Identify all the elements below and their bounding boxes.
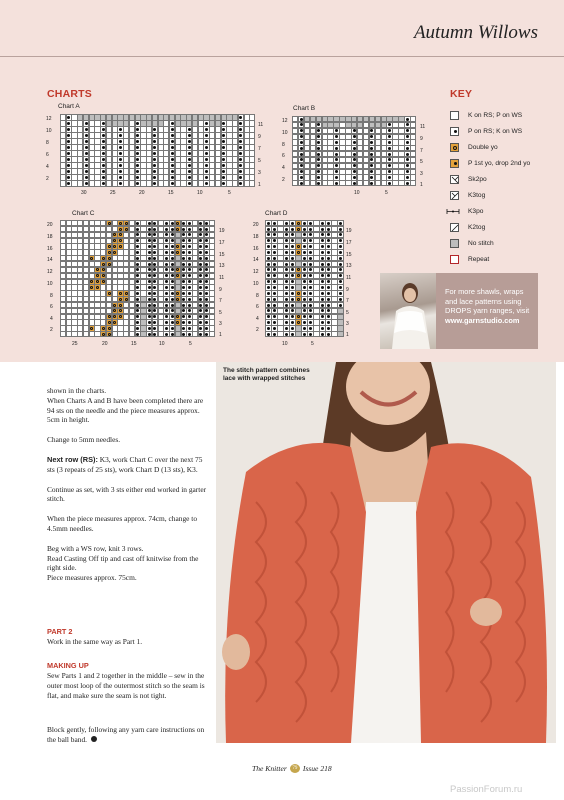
chart-b-grid [292, 116, 416, 186]
block-instructions: Block gently, following any yarn care instructions on the ball band. [47, 725, 205, 744]
chart-c-row-number: 20 [47, 222, 53, 228]
chart-d-row-number-right: 5 [346, 310, 349, 316]
part2-heading: PART 2 [47, 627, 73, 636]
chart-d-row-number: 8 [256, 293, 259, 299]
chart-a-row-number-right: 9 [258, 134, 261, 140]
key-item [450, 108, 522, 122]
chart-b-stitch-number: 5 [385, 190, 388, 196]
chart-d-row-number-right: 11 [346, 275, 352, 281]
chart-a-stitch-number: 30 [81, 190, 87, 196]
chart-d-grid [265, 220, 343, 337]
key-item-label: P on RS; K on WS [468, 127, 523, 135]
key-item [450, 140, 498, 154]
chart-c-row-number-right: 5 [219, 310, 222, 316]
promo-photo [380, 273, 436, 349]
chart-d-row-number-right: 19 [346, 228, 352, 234]
sk2po-icon [450, 175, 459, 184]
chart-d-row-number-right: 7 [346, 298, 349, 304]
block-text [47, 725, 207, 745]
key-item-label: Sk2po [468, 175, 487, 183]
end-mark-icon [91, 736, 97, 742]
chart-b-row-number-right: 3 [420, 171, 423, 177]
chart-a-label: Chart A [58, 103, 80, 110]
chart-a-stitch-number: 20 [139, 190, 145, 196]
chart-c-row-number: 4 [50, 316, 53, 322]
photo-caption: The stitch pattern combines lace with wrapped stitches [223, 367, 310, 382]
chart-c-stitch-number: 5 [189, 341, 192, 347]
chart-a-row-number: 12 [46, 116, 52, 122]
chart-d-row-number-right: 15 [346, 252, 352, 258]
chart-d-row-number: 6 [256, 304, 259, 310]
chart-c-stitch-number: 15 [131, 341, 137, 347]
chart-d-row-number-right: 3 [346, 321, 349, 327]
chart-cell [249, 180, 255, 187]
chart-c-row-number: 14 [47, 257, 53, 263]
chart-c-stitch-number: 10 [159, 341, 165, 347]
dot-square-icon [450, 127, 459, 136]
chart-c-row-number: 2 [50, 327, 53, 333]
pattern-paragraph: Beg with a WS row, knit 3 rows. [47, 543, 144, 553]
chart-cell [410, 180, 416, 186]
k2tog-icon [450, 223, 459, 232]
chart-c-row-number-right: 11 [219, 275, 225, 281]
chart-d-row-number-right: 9 [346, 287, 349, 293]
pattern-intro: shown in the charts. [47, 386, 107, 395]
key-item [450, 172, 487, 186]
chart-c-row-number: 8 [50, 293, 53, 299]
pattern-paragraph: Piece measures approx. 75cm. [47, 573, 137, 583]
chart-d-row-number: 2 [256, 327, 259, 333]
key-heading: KEY [450, 88, 473, 100]
key-item-label: K3po [468, 207, 484, 215]
drop-yo-icon [450, 159, 459, 168]
pattern-paragraph: Continue as set, with 3 sts either end worked in garter stitch. [47, 484, 207, 504]
chart-a-grid [60, 114, 255, 186]
shawl-photo [216, 362, 556, 743]
chart-b-stitch-number: 10 [354, 190, 360, 196]
key-item [450, 252, 489, 266]
chart-a-row-number: 4 [46, 164, 49, 170]
pattern-paragraph: Read Casting Off tip and cast off knitwise from the right side. [47, 553, 199, 573]
chart-c-row-number: 10 [47, 281, 53, 287]
chart-a-stitch-number: 10 [197, 190, 203, 196]
promo-box [380, 273, 538, 349]
chart-a-row-number-right: 3 [258, 170, 261, 176]
chart-b-row-number: 2 [282, 177, 285, 183]
issue-number: Issue 218 [302, 764, 332, 773]
chart-cell [337, 331, 344, 337]
key-item-label: K3tog [468, 191, 486, 199]
page-number: 79 [290, 764, 300, 773]
chart-c-row-number-right: 15 [219, 252, 225, 258]
chart-b-row-number: 6 [282, 153, 285, 159]
chart-a-stitch-number: 15 [168, 190, 174, 196]
pattern-paragraph: When Charts A and B have been completed there are 94 sts on the needle and the piece measures approx. 5cm in height. [47, 395, 204, 425]
chart-b-row-number-right: 7 [420, 148, 423, 154]
chart-d-stitch-number: 5 [311, 341, 314, 347]
k3tog-icon [450, 191, 459, 200]
chart-cell [209, 331, 215, 337]
double-yo-icon [450, 143, 459, 152]
chart-d-row-number: 14 [253, 257, 259, 263]
watermark: PassionForum.ru [450, 784, 523, 795]
chart-b-row-number-right: 1 [420, 182, 423, 188]
row-instructions: K3, work Chart C over the next 75 sts (3 repeats of 25 sts), work Chart D (13 sts), K3. [47, 454, 203, 474]
chart-c-label: Chart C [72, 210, 95, 217]
chart-a-row-number-right: 11 [258, 122, 264, 128]
chart-c-row-number: 6 [50, 304, 53, 310]
key-item [450, 188, 485, 202]
chart-c-row-number-right: 1 [219, 332, 222, 338]
red-outline-square-icon [450, 255, 459, 264]
chart-d-row-number: 12 [253, 269, 259, 275]
promo-body: For more shawls, wraps and lace patterns using DROPS yarn ranges, visit [445, 287, 530, 315]
row-label: Next row (RS): [47, 454, 98, 464]
key-item-label: P 1st yo, drop 2nd yo [468, 159, 531, 167]
chart-c-row-number: 12 [47, 269, 53, 275]
making-up-text: Sew Parts 1 and 2 together in the middle – sew in the outer most loop of the outermost stitch so the seam is flat, and make sure the seam is not tight. [47, 671, 205, 700]
chart-c-row-number: 18 [47, 234, 53, 240]
chart-a-stitch-number: 5 [228, 190, 231, 196]
chart-a-row-number-right: 5 [258, 158, 261, 164]
magazine-name: The Knitter [252, 764, 287, 773]
chart-d-row-number: 20 [253, 222, 259, 228]
chart-a-row-number: 2 [46, 176, 49, 182]
key-item-label: Repeat [468, 255, 490, 263]
chart-c-row-number-right: 7 [219, 298, 222, 304]
title-divider [0, 56, 564, 57]
chart-c-row-number-right: 17 [219, 240, 225, 246]
pattern-paragraph: When the piece measures approx. 74cm, change to 4.5mm needles. [47, 514, 198, 533]
chart-c-row-number-right: 9 [219, 287, 222, 293]
key-item [450, 156, 530, 170]
chart-b-row-number-right: 5 [420, 159, 423, 165]
promo-text [445, 287, 537, 325]
chart-c-row-number: 16 [47, 246, 53, 252]
chart-b-row-number: 10 [282, 130, 288, 136]
chart-c-stitch-number: 25 [72, 341, 78, 347]
key-item-label: No stitch [468, 239, 494, 247]
chart-c-grid [60, 220, 215, 337]
chart-d-row-number: 4 [256, 316, 259, 322]
promo-link[interactable]: www.garnstudio.com [445, 315, 520, 325]
chart-b-row-number: 12 [282, 118, 288, 124]
chart-d-row-number-right: 17 [346, 240, 352, 246]
chart-d-stitch-number: 10 [282, 341, 288, 347]
page-title: Autumn Willows [413, 22, 538, 43]
chart-b-row-number-right: 11 [420, 124, 426, 130]
page-footer [252, 764, 332, 773]
k3po-icon [446, 207, 460, 216]
chart-d-label: Chart D [265, 210, 288, 217]
chart-b-row-number: 4 [282, 165, 285, 171]
chart-a-row-number: 10 [46, 128, 52, 134]
key-item-label: K on RS; P on WS [468, 111, 523, 119]
chart-b-row-number: 8 [282, 142, 285, 148]
chart-a-stitch-number: 25 [110, 190, 116, 196]
chart-d-row-number-right: 1 [346, 332, 349, 338]
empty-square-icon [450, 111, 459, 120]
chart-c-row-number-right: 19 [219, 228, 225, 234]
making-up-heading: MAKING UP [47, 661, 89, 670]
charts-heading: CHARTS [47, 88, 92, 100]
key-item [450, 220, 485, 234]
chart-a-row-number: 8 [46, 140, 49, 146]
chart-a-row-number-right: 1 [258, 182, 261, 188]
key-item-label: K2tog [468, 223, 486, 231]
chart-b-label: Chart B [293, 105, 316, 112]
chart-d-row-number: 16 [253, 246, 259, 252]
key-item [450, 236, 494, 250]
key-item [446, 204, 483, 218]
chart-a-row-number-right: 7 [258, 146, 261, 152]
chart-d-row-number: 10 [253, 281, 259, 287]
key-item-label: Double yo [468, 143, 498, 151]
chart-b-row-number-right: 9 [420, 136, 423, 142]
chart-c-stitch-number: 20 [102, 341, 108, 347]
pattern-paragraph: Change to 5mm needles. [47, 435, 121, 445]
chart-d-row-number: 18 [253, 234, 259, 240]
chart-d-row-number-right: 13 [346, 263, 352, 269]
gray-square-icon [450, 239, 459, 248]
pattern-paragraph [47, 455, 207, 475]
chart-c-row-number-right: 3 [219, 321, 222, 327]
chart-a-row-number: 6 [46, 152, 49, 158]
part2-text: Work in the same way as Part 1. [47, 637, 143, 646]
chart-c-row-number-right: 13 [219, 263, 225, 269]
key-item [450, 124, 522, 138]
pattern-text [47, 386, 207, 583]
